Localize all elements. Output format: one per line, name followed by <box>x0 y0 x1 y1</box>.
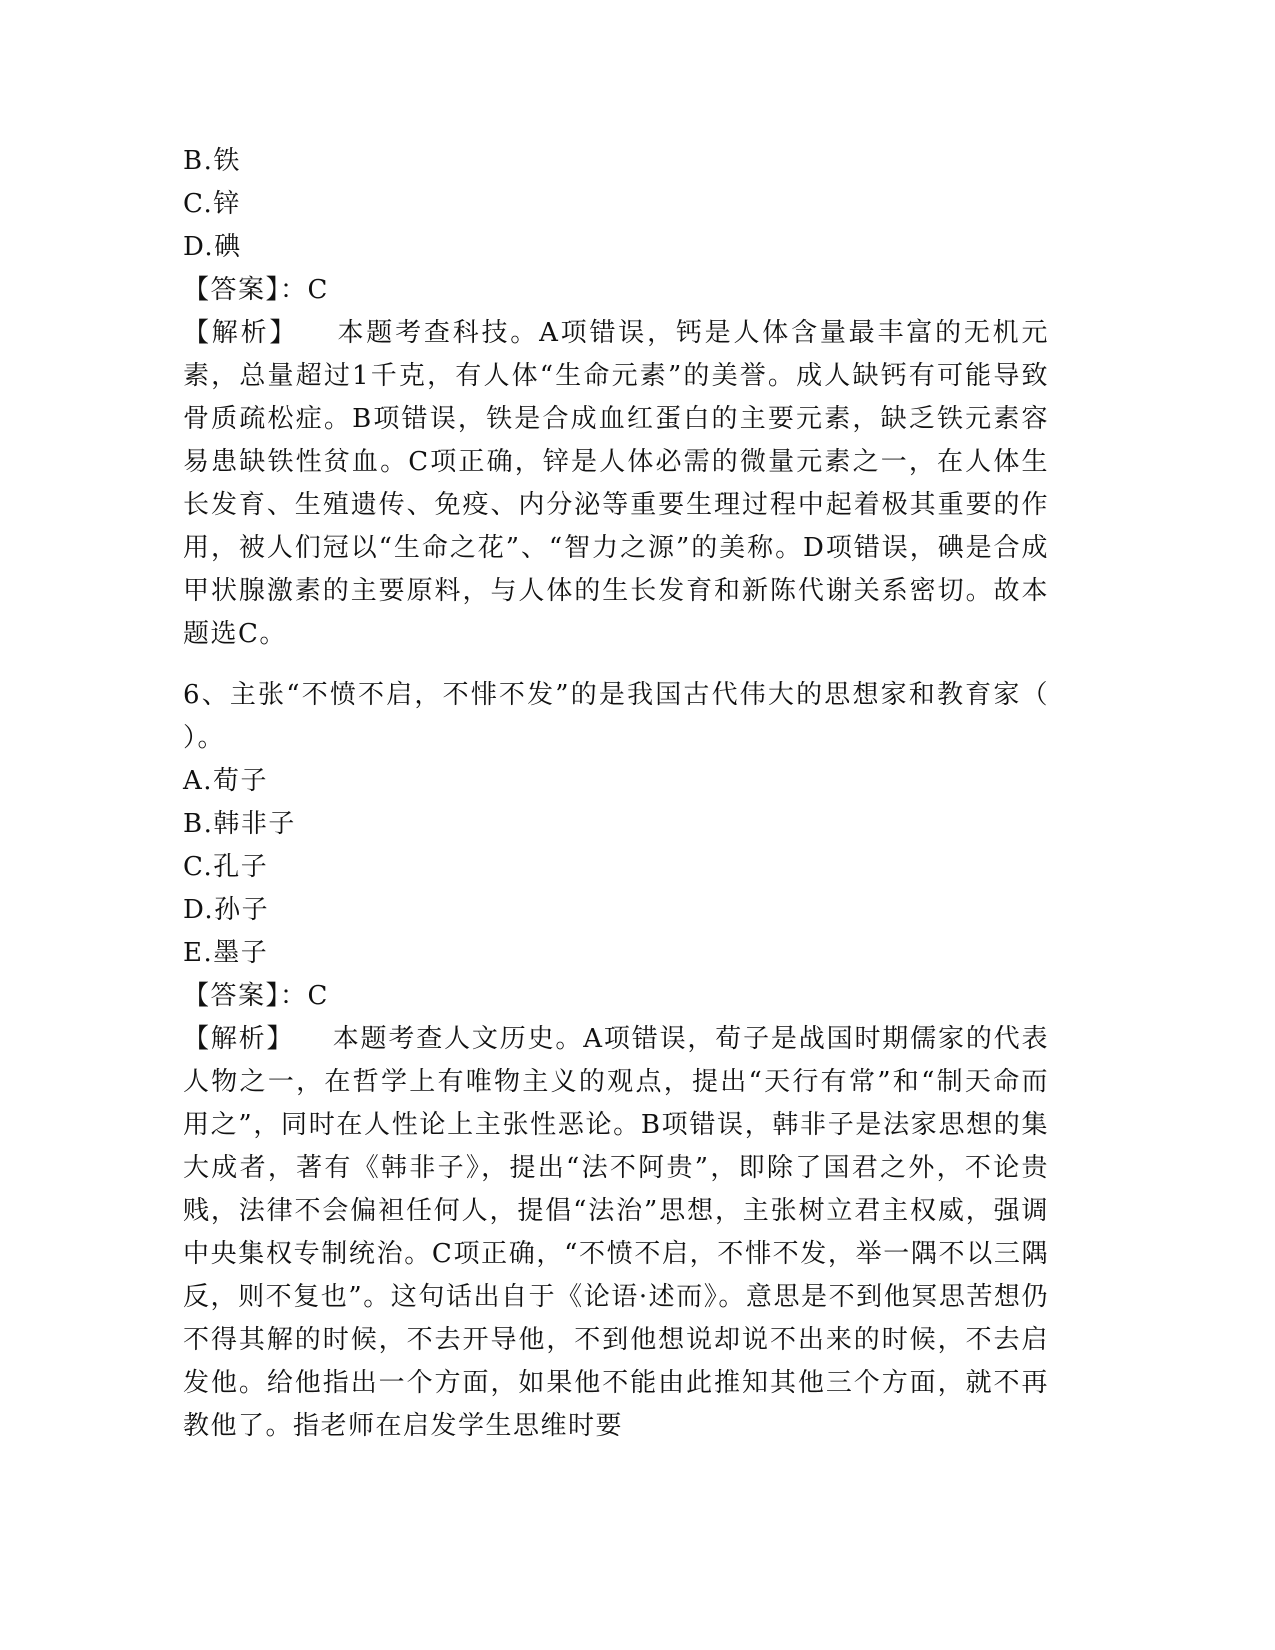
analysis-paragraph <box>183 1018 1049 1448</box>
option-d: D.碘 <box>183 232 242 262</box>
question-stem: 6、主张“不愤不启，不悱不发”的是我国古代伟大的思想家和教育家（ ）。 <box>183 680 1105 753</box>
answer-label: 【答案】： <box>183 275 308 305</box>
answer-label: 【答案】： <box>183 981 308 1011</box>
analysis-text: 本题考查人文历史。A项错误，荀子是战国时期儒家的代表人物之一，在哲学上有唯物主义的观点，提出“天行有常”和“制天命而用之”，同时在人性论上主张性恶论。B项错误，韩非子是法家思想的集大成者，著有《韩非子》，提出“法不阿贵”，即除了国君之外，不论贵贱，法律不会偏袒任何人，提倡“法治”思想，主张树立君主权威，强调中央集权专制统治。C项正确，“不愤不启，不悱不发，举一隅不以三隅反，则不复也”。这句话出自于《论语·述而》。意思是不到他冥思苦想仍不得其解的时候，不去开导他，不到他想说却说不出来的时候，不去启发他。给他指出一个方面，如果他不能由此推知其他三个方面，就不再教他了。指老师在启发学生思维时要 <box>183 1024 1049 1441</box>
option-e: E.墨子 <box>183 938 269 968</box>
option-d: D.孙子 <box>183 895 270 925</box>
answer-line <box>183 975 1049 1018</box>
document-page <box>183 140 1105 1448</box>
question-5-block <box>183 140 1049 656</box>
analysis-text: 本题考查科技。A项错误，钙是人体含量最丰富的无机元素，总量超过1千克，有人体“生命元素”的美誉。成人缺钙有可能导致骨质疏松症。B项错误，铁是合成血红蛋白的主要元素，缺乏铁元素容易患缺铁性贫血。C项正确，锌是人体必需的微量元素之一，在人体生长发育、生殖遗传、免疫、内分泌等重要生理过程中起着极其重要的作用，被人们冠以“生命之花”、“智力之源”的美称。D项错误，碘是合成甲状腺激素的主要原料，与人体的生长发育和新陈代谢关系密切。故本题选C。 <box>183 318 1049 649</box>
answer-value: C <box>307 275 329 305</box>
answer-value: C <box>307 981 329 1011</box>
question-6-block <box>183 674 1105 1448</box>
option-c: C.锌 <box>183 189 241 219</box>
option-b: B.铁 <box>183 146 241 176</box>
analysis-label: 【解析】 <box>183 1024 295 1054</box>
option-c: C.孔子 <box>183 852 269 882</box>
option-a: A.荀子 <box>183 766 269 796</box>
analysis-label: 【解析】 <box>183 318 299 348</box>
answer-line <box>183 269 1049 312</box>
option-b: B.韩非子 <box>183 809 296 839</box>
analysis-paragraph <box>183 312 1049 656</box>
